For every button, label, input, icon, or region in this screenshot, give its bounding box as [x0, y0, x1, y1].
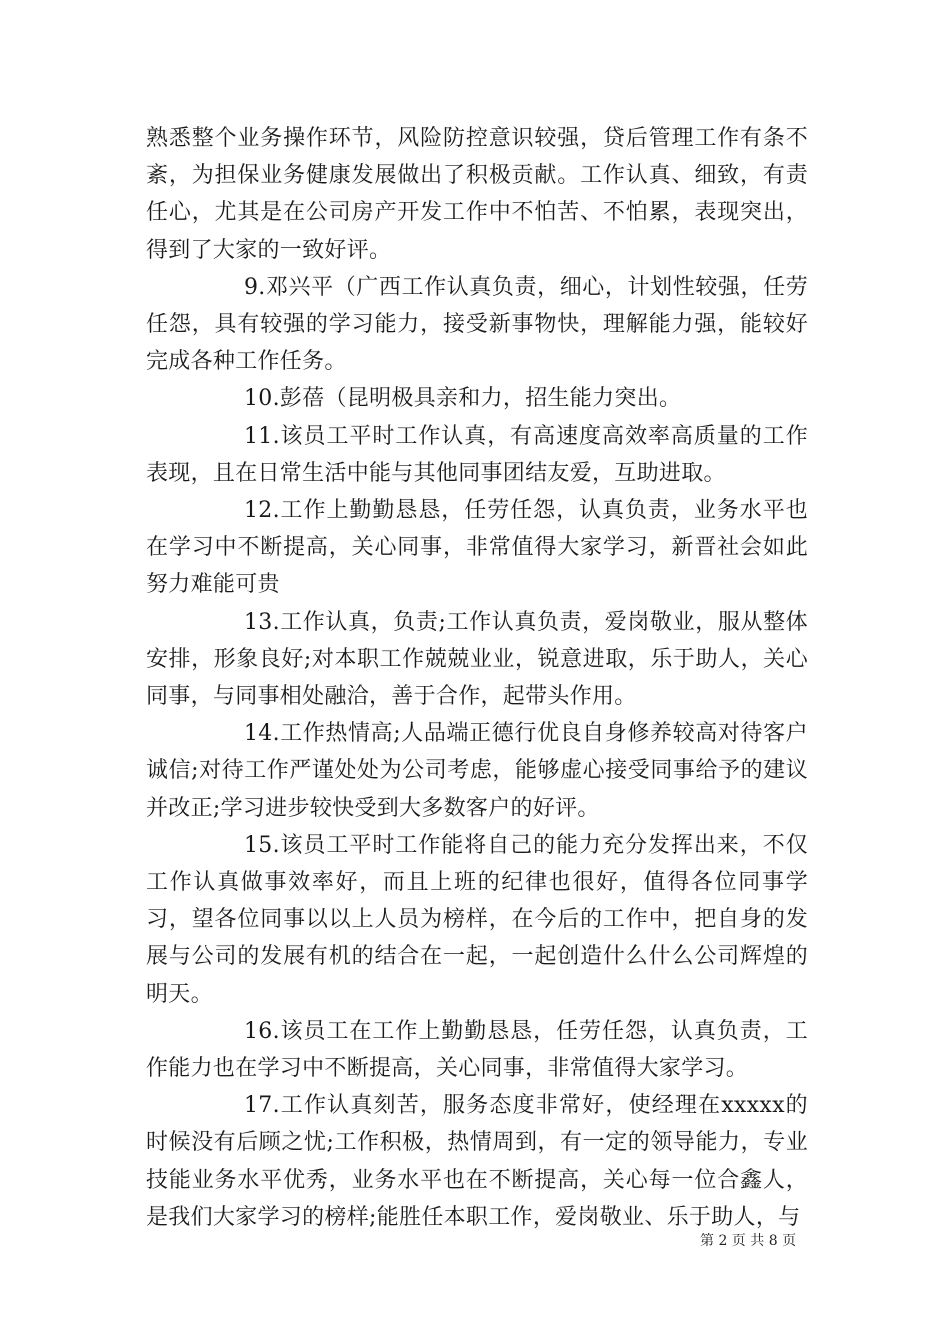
paragraph-item-9: 9.邓兴平（广西工作认真负责，细心，计划性较强，任劳任怨，具有较强的学习能力，接受新事物快，理解能力强，能较好完成各种工作任务。	[146, 274, 808, 375]
document-body	[146, 120, 808, 1236]
page-number-footer: 第 2 页 共 8 页	[700, 1233, 797, 1249]
paragraph-item-11: 11.该员工平时工作认真，有高速度高效率高质量的工作表现，且在日常生活中能与其他同事团结友爱，互助进取。	[146, 423, 808, 486]
paragraph-item-10: 10.彭蓓（昆明极具亲和力，招生能力突出。	[244, 386, 682, 412]
paragraph-item-12: 12.工作上勤勤恳恳，任劳任怨，认真负责，业务水平也在学习中不断提高，关心同事，非常值得大家学习，新晋社会如此努力难能可贵	[146, 498, 808, 598]
paragraph-item-17: 17.工作认真刻苦，服务态度非常好，使经理在xxxxx的时候没有后顾之忧;工作积极，热情周到，有一定的领导能力，专业技能业务水平优秀，业务水平也在不断提高，关心每一位合鑫人，是我们大家学习的榜样;能胜任本职工作，爱岗敬业、乐于助人，与	[146, 1093, 808, 1230]
paragraph-item-13: 13.工作认真，负责;工作认真负责，爱岗敬业，服从整体安排，形象良好;对本职工作兢兢业业，锐意进取，乐于助人，关心同事，与同事相处融洽，善于合作，起带头作用。	[146, 609, 808, 710]
paragraph-continuation: 熟悉整个业务操作环节，风险防控意识较强，贷后管理工作有条不紊，为担保业务健康发展做出了积极贡献。工作认真、细致，有责任心，尤其是在公司房产开发工作中不怕苦、不怕累，表现突出，得到了大家的一致好评。	[146, 126, 808, 263]
paragraph-item-14: 14.工作热情高;人品端正德行优良自身修养较高对待客户诚信;对待工作严谨处处为公司考虑，能够虚心接受同事给予的建议并改正;学习进步较快受到大多数客户的好评。	[146, 721, 808, 821]
paragraph-item-15: 15.该员工平时工作能将自己的能力充分发挥出来，不仅工作认真做事效率好，而且上班的纪律也很好，值得各位同事学习，望各位同事以以上人员为榜样，在今后的工作中，把自身的发展与公司的发展有机的结合在一起，一起创造什么什么公司辉煌的明天。	[146, 832, 808, 1007]
paragraph-item-16: 16.该员工在工作上勤勤恳恳，任劳任怨，认真负责，工作能力也在学习中不断提高，关心同事，非常值得大家学习。	[146, 1018, 808, 1082]
